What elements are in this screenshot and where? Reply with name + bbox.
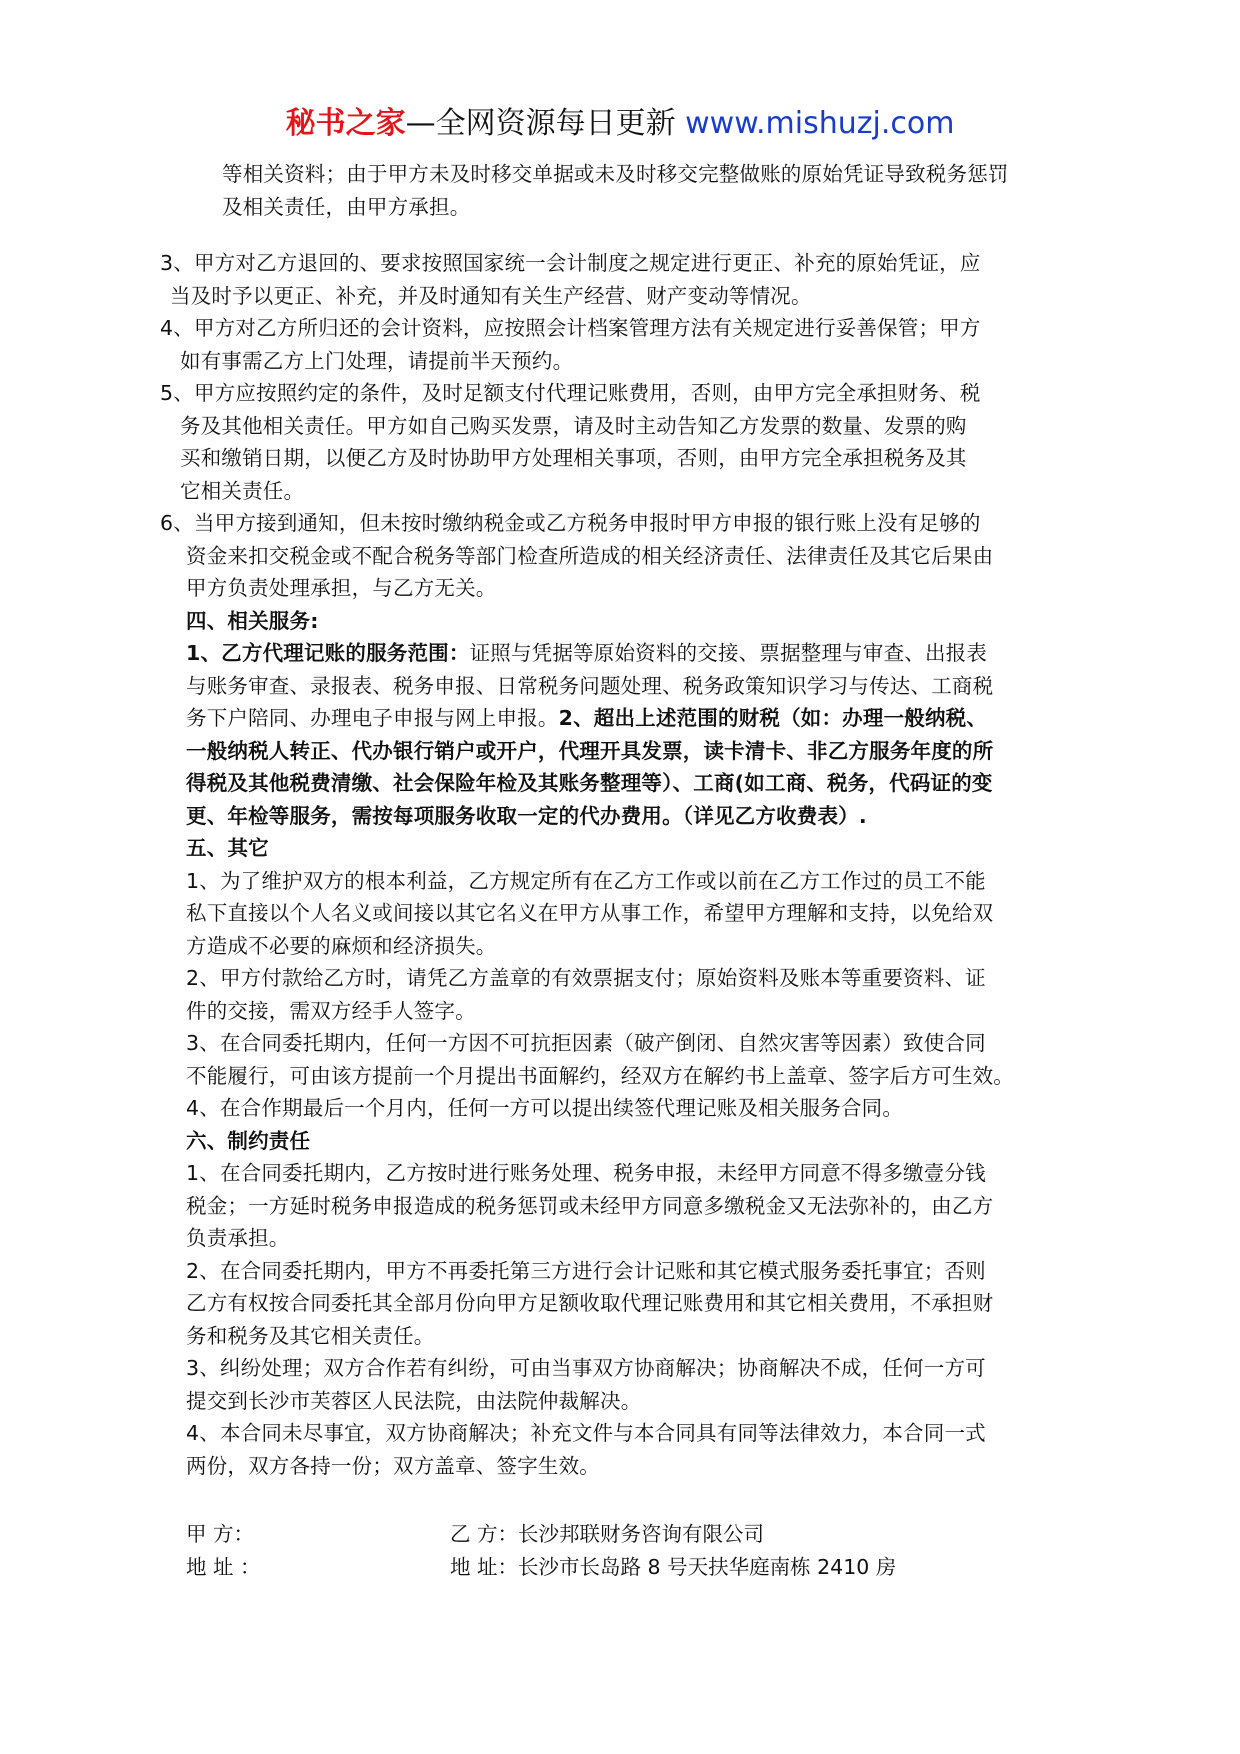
header-tagline: 全网资源每日更新 [435,106,686,141]
address-b-text: 地 址：长沙市长岛路 8 号天扶华庭南栋 2410 房 [450,1555,897,1579]
section-5-line: 私下直接以个人名义或间接以其它名义在甲方从事工作，希望甲方理解和支持，以免给双 [186,901,994,925]
clause-5-line: 务及其他相关责任。甲方如自己购买发票，请及时主动告知乙方发票的数量、发票的购 [180,413,967,438]
section-4-heading: 四、相关服务: [186,608,319,633]
section-6-line: 务和税务及其它相关责任。 [186,1323,435,1348]
section-4-bold-text: 2、超出上述范围的财税（如：办理一般纳税、 [558,706,988,730]
section-6-line: 2、在合同委托期内，甲方不再委托第三方进行会计记账和其它模式服务委托事宜；否则 [186,1258,986,1283]
section-4-line: 更、年检等服务，需按每项服务收取一定的代办费用。（详见乙方收费表）. [186,803,867,828]
clause-4-line: 4、甲方对乙方所归还的会计资料，应按照会计档案管理方法有关规定进行妥善保管；甲方 [160,316,981,340]
section-4-line [186,702,1066,735]
section-6-heading: 六、制约责任 [186,1128,311,1153]
clause-6-line: 资金来扣交税金或不配合税务等部门检查所造成的相关经济责任、法律责任及其它后果由 [186,543,994,568]
section-5-heading: 五、其它 [186,836,269,860]
section-6-line: 1、在合同委托期内，乙方按时进行账务处理、税务申报，未经甲方同意不得多缴壹分钱 [186,1161,986,1185]
section-4-bold-lead: 1、乙方代理记账的服务范围： [186,641,470,665]
party-a-label: 甲 方： [186,1522,255,1546]
section-4-line [186,637,1066,670]
section-5-line: 4、在合作期最后一个月内，任何一方可以提出续签代理记账及相关服务合同。 [186,1096,904,1120]
document-body [160,158,1066,1482]
section-4-line: 一般纳税人转正、代办银行销户或开户，代理开具发票，读卡清卡、非乙方服务年度的所 [186,738,994,763]
clause-5-line: 5、甲方应按照约定的条件，及时足额支付代理记账费用，否则，由甲方完全承担财务、税 [160,381,981,405]
header-url-link[interactable]: www.mishuzj.com [685,106,955,141]
clause-5-line: 它相关责任。 [180,478,305,503]
section-6-line: 提交到长沙市芙蓉区人民法院，由法院仲裁解决。 [186,1388,642,1413]
section-4-text: 务下户陪同、办理电子申报与网上申报。 [186,706,559,730]
clause-5-line: 买和缴销日期，以便乙方及时协助甲方处理相关事项，否则，由甲方完全承担税务及其 [180,446,967,470]
site-header [0,102,1240,146]
clause-4-line: 如有事需乙方上门处理，请提前半天预约。 [180,348,574,373]
paragraph-line: 及相关责任，由甲方承担。 [222,194,471,219]
party-b-name: 乙 方：长沙邦联财务咨询有限公司 [450,1522,765,1546]
header-dash: — [405,106,436,141]
section-5-line: 2、甲方付款给乙方时，请凭乙方盖章的有效票据支付；原始资料及账本等重要资料、证 [186,966,986,990]
clause-6-line: 6、当甲方接到通知，但未按时缴纳税金或乙方税务申报时甲方申报的银行账上没有足够的 [160,511,981,535]
section-4-line: 得税及其他税费清缴、社会保险年检及其账务整理等）、工商(如工商、税务，代码证的变 [186,771,993,795]
section-6-line: 税金；一方延时税务申报造成的税务惩罚或未经甲方同意多缴税金又无法弥补的，由乙方 [186,1193,994,1218]
clause-6-line: 甲方负责处理承担，与乙方无关。 [186,576,497,600]
paragraph-line: 等相关资料；由于甲方未及时移交单据或未及时移交完整做账的原始凭证导致税务惩罚 [222,162,1009,186]
clause-3-line: 3、甲方对乙方退回的、要求按照国家统一会计制度之规定进行更正、补充的原始凭证，应 [160,251,981,275]
section-5-line: 件的交接，需双方经手人签字。 [186,998,476,1023]
section-6-line: 乙方有权按合同委托其全部月份向甲方足额收取代理记账费用和其它相关费用，不承担财 [186,1291,994,1315]
section-5-line: 不能履行，可由该方提前一个月提出书面解约，经双方在解约书上盖章、签字后方可生效。 [186,1063,1014,1088]
section-6-line: 负责承担。 [186,1226,290,1250]
clause-3-line: 当及时予以更正、补充，并及时通知有关生产经营、财产变动等情况。 [170,283,812,308]
section-6-line: 两份，双方各持一份；双方盖章、签字生效。 [186,1453,600,1478]
address-a-label: 地 址 ： [186,1555,261,1579]
spacer [186,223,1066,247]
section-4-line: 与账务审查、录报表、税务申报、日常税务问题处理、税务政策知识学习与传达、工商税 [186,673,994,698]
section-5-line: 3、在合同委托期内，任何一方因不可抗拒因素（破产倒闭、自然灾害等因素）致使合同 [186,1031,986,1055]
brand-name: 秘书之家 [285,106,406,141]
section-6-line: 4、本合同未尽事宜，双方协商解决；补充文件与本合同具有同等法律效力，本合同一式 [186,1421,986,1445]
section-6-line: 3、纠纷处理；双方合作若有纠纷，可由当事双方协商解决；协商解决不成，任何一方可 [186,1356,986,1380]
section-5-line: 方造成不必要的麻烦和经济损失。 [186,933,497,958]
section-4-text: 证照与凭据等原始资料的交接、票据整理与审查、出报表 [469,641,988,665]
section-5-line: 1、为了维护双方的根本利益，乙方规定所有在乙方工作或以前在乙方工作过的员工不能 [186,868,986,893]
